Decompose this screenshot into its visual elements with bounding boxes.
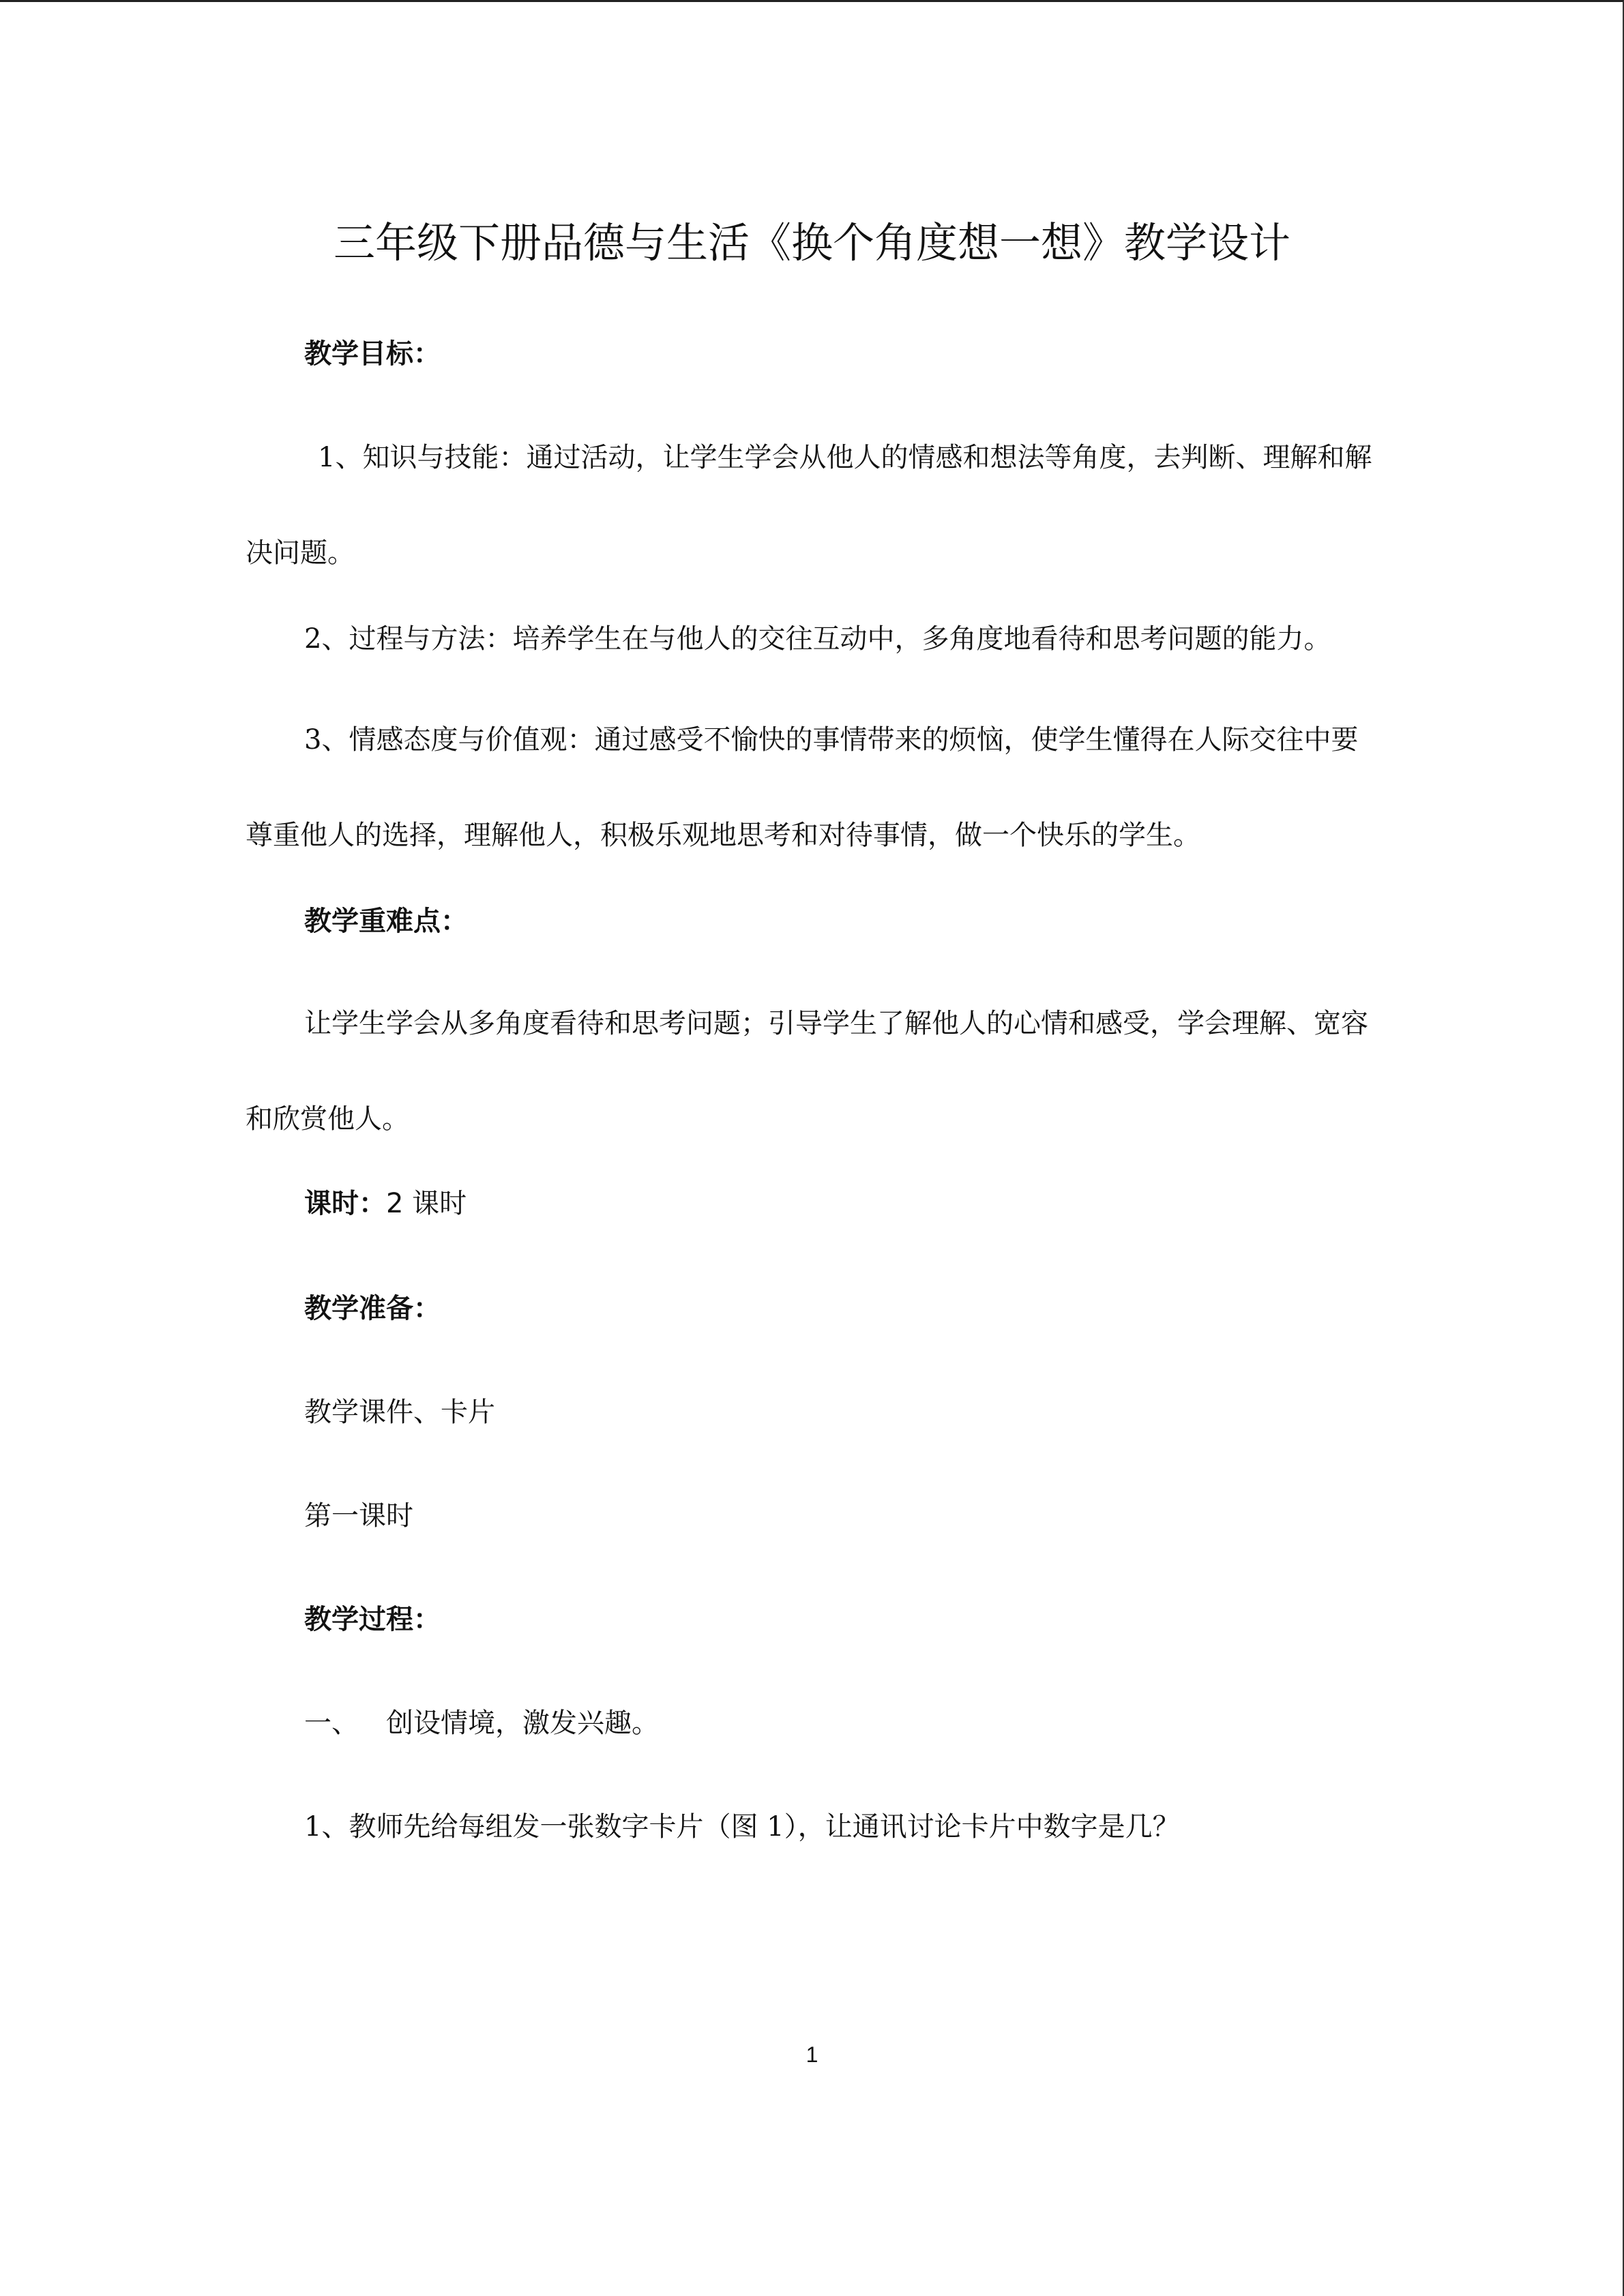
goal-item-knowledge: 1、知识与技能：通过活动，让学生学会从他人的情感和想法等角度，去判断、理解和解决问题。 (246, 442, 1372, 569)
section-title: 创设情境，激发兴趣。 (386, 1708, 659, 1739)
class-hours-value: 2 (386, 1188, 404, 1219)
key-points-text: 让学生学会从多角度看待和思考问题；引导学生了解他人的心情和感受，学会理解、宽容和欣赏他人。 (246, 1008, 1368, 1135)
key-points-heading: 教学重难点： (304, 905, 468, 937)
process-heading: 教学过程： (304, 1603, 441, 1635)
process-step-1: 1、教师先给每组发一张数字卡片（图 1），让通讯讨论卡片中数字是几？ (304, 1811, 1180, 1843)
document-title: 三年级下册品德与生活《换个角度想一想》教学设计 (333, 219, 1290, 267)
class-hours-label: 课时： (304, 1187, 386, 1219)
goal-item-attitude: 3、情感态度与价值观：通过感受不愉快的事情带来的烦恼，使学生懂得在人际交往中要尊重他人的选择，理解他人，积极乐观地思考和对待事情，做一个快乐的学生。 (246, 724, 1359, 851)
section-number: 一、 (304, 1708, 359, 1739)
preparation-text: 教学课件、卡片 (304, 1397, 495, 1428)
process-section-one (304, 1703, 659, 1744)
teaching-goals-heading: 教学目标： (304, 338, 441, 370)
preparation-heading: 教学准备： (304, 1292, 441, 1324)
page-number: 1 (806, 2042, 818, 2067)
class-hours-unit: 课时 (412, 1188, 467, 1219)
lesson-label: 第一课时 (304, 1500, 413, 1532)
class-hours-line (304, 1183, 467, 1224)
goal-item-process: 2、过程与方法：培养学生在与他人的交往互动中，多角度地看待和思考问题的能力。 (304, 623, 1331, 655)
